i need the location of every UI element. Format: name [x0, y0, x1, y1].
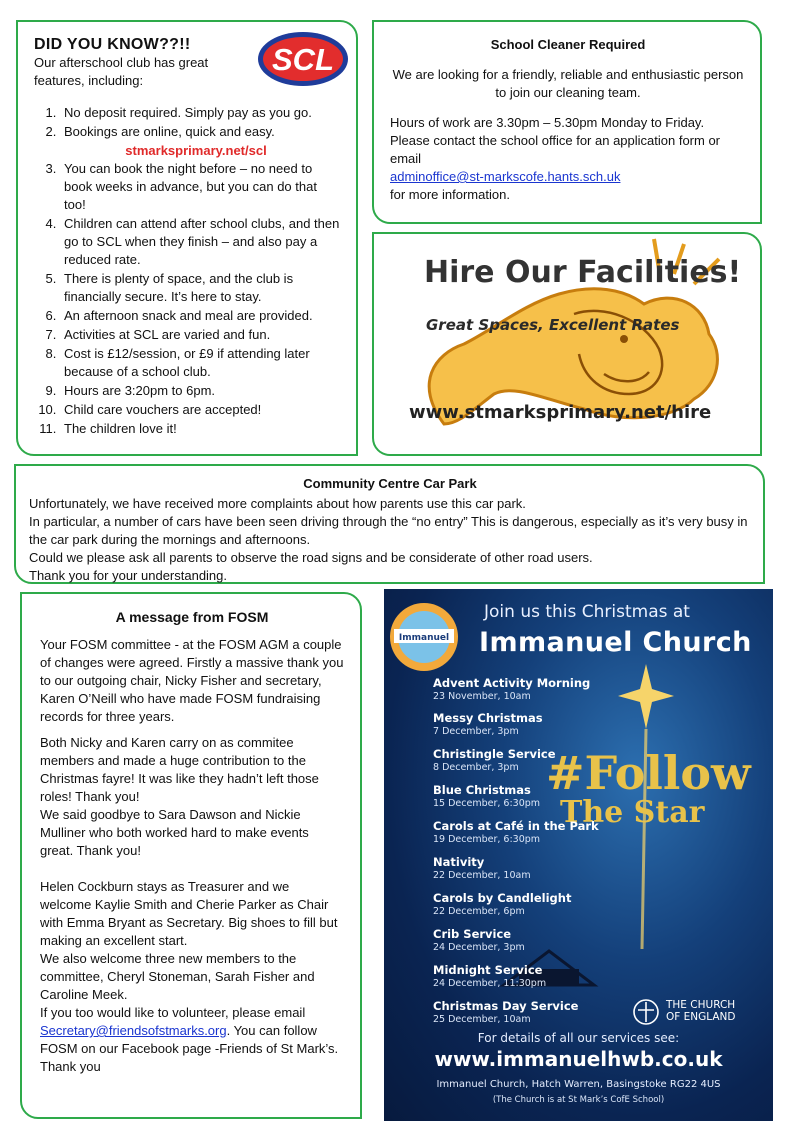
- star-icon: [618, 664, 674, 729]
- poster-church: Immanuel Church: [479, 627, 752, 658]
- list-item: 3. You can book the night before – no need to book weeks in advance, but you can do that too!: [60, 160, 342, 214]
- carpark-heading: Community Centre Car Park: [303, 476, 477, 491]
- hire-tagline: Great Spaces, Excellent Rates: [426, 316, 680, 334]
- scl-logo: [256, 30, 350, 88]
- event-item: Midnight Service 24 December, 11:30pm: [433, 963, 547, 989]
- list-item: 7. Activities at SCL are varied and fun.: [60, 326, 342, 344]
- fosm-follow-text: . You can follow FOSM on our Facebook page -Friends of St Mark’s. Thank you: [40, 1023, 339, 1074]
- event-item: Christingle Service 8 December, 3pm: [433, 747, 556, 773]
- hire-url[interactable]: www.stmarksprimary.net/hire: [409, 402, 712, 423]
- carpark-line: Thank you for your understanding.: [29, 568, 228, 583]
- fosm-paragraph: Your FOSM committee - at the FOSM AGM a couple of changes were agreed. Firstly a massive thank you to our outgoing chair, Nicky Fisher and secretary, Karen O’Neill who have made FOSM fundraising records for three years.: [40, 637, 344, 724]
- scl-intro: Our afterschool club has great features, including:: [34, 55, 209, 88]
- fosm-paragraph: Helen Cockburn stays as Treasurer and we welcome Kaylie Smith and Cherie Parker as Chair with Emma Bryant as Secretary. Big shoes to fill but making an excellent start.: [40, 879, 338, 948]
- cleaner-email-link[interactable]: adminoffice@st-markscofe.hants.sch.uk: [390, 169, 621, 184]
- christmas-poster: [384, 589, 773, 1121]
- svg-text:Immanuel: Immanuel: [398, 633, 450, 643]
- fosm-volunteer-text: If you too would like to volunteer, please email: [40, 1005, 306, 1020]
- poster-note: (The Church is at St Mark’s CofE School): [492, 1095, 665, 1105]
- event-item: Messy Christmas 7 December, 3pm: [433, 711, 543, 737]
- list-item: 2. Bookings are online, quick and easy.: [60, 123, 342, 141]
- scl-panel: [16, 20, 358, 456]
- list-item: 11. The children love it!: [60, 420, 342, 438]
- poster-website[interactable]: www.immanuelhwb.co.uk: [434, 1047, 723, 1071]
- scl-feature-list: [34, 104, 342, 438]
- carpark-line: Could we please ask all parents to observe the road signs and be considerate of other road users.: [29, 550, 593, 565]
- poster-address: Immanuel Church, Hatch Warren, Basingstoke RG22 4US: [436, 1079, 721, 1090]
- cleaner-intro: We are looking for a friendly, reliable and enthusiastic person to join our cleaning team.: [392, 67, 744, 100]
- event-item: Crib Service 24 December, 3pm: [433, 927, 525, 953]
- event-item: Advent Activity Morning 23 November, 10am: [433, 676, 591, 702]
- event-item: Nativity 22 December, 10am: [433, 855, 531, 881]
- carpark-panel: [14, 464, 765, 584]
- scl-link[interactable]: stmarksprimary.net/scl: [125, 143, 267, 158]
- list-item: 5. There is plenty of space, and the club is financially secure. It’s here to stay.: [60, 270, 342, 306]
- event-item: Carols at Café in the Park 19 December, 6:30pm: [433, 819, 599, 845]
- fosm-email-link[interactable]: Secretary@friendsofstmarks.org: [40, 1023, 227, 1038]
- hire-title: Hire Our Facilities!: [424, 255, 742, 290]
- list-item: 1. No deposit required. Simply pay as you go.: [60, 104, 342, 122]
- poster-hashtag: #Follow The Star: [546, 746, 751, 830]
- svg-text:SCL: SCL: [272, 42, 334, 77]
- scl-title: DID YOU KNOW??!!: [34, 36, 191, 53]
- carpark-line: Unfortunately, we have received more complaints about how parents use this car park.: [29, 496, 526, 511]
- poster-join: Join us this Christmas at: [484, 602, 690, 622]
- fosm-paragraph: Both Nicky and Karen carry on as commitee members and made a huge contribution to the Christmas fayre! It was like they hadn’t left those roles! Thank you!: [40, 735, 319, 804]
- list-item: 4. Children can attend after school clubs, and then go to SCL when they finish – and also pay a reduced rate.: [60, 215, 342, 269]
- fosm-paragraph: We said goodbye to Sara Dawson and Nickie Mulliner who both worked hard to make events great. Thank you!: [40, 807, 309, 858]
- hire-panel: [372, 232, 762, 456]
- coe-logo-icon: [634, 1000, 658, 1024]
- carpark-line: In particular, a number of cars have been seen driving through the “no entry” This is dangerous, especially as it’s very busy in the car park during the mornings and afternoons.: [29, 514, 748, 547]
- poster-details: For details of all our services see:: [477, 1031, 680, 1045]
- cleaner-outro: for more information.: [390, 187, 510, 202]
- list-item: 6. An afternoon snack and meal are provided.: [60, 307, 342, 325]
- coe-text: THE CHURCH OF ENGLAND: [666, 999, 736, 1023]
- cleaner-body: Hours of work are 3.30pm – 5.30pm Monday to Friday. Please contact the school office for an application form or email: [390, 115, 721, 166]
- cleaner-heading: School Cleaner Required: [490, 37, 646, 52]
- event-item: Blue Christmas 15 December, 6:30pm: [433, 783, 541, 809]
- fosm-heading: A message from FOSM: [115, 609, 269, 625]
- hire-graphic: [374, 234, 760, 454]
- cleaner-panel: [372, 20, 762, 224]
- event-item: Carols by Candlelight 22 December, 6pm: [433, 891, 572, 917]
- fosm-paragraph: We also welcome three new members to the committee, Cheryl Stoneman, Sarah Fisher and Caroline Meek.: [40, 951, 315, 1002]
- list-item: 10. Child care vouchers are accepted!: [60, 401, 342, 419]
- fosm-panel: [20, 592, 362, 1119]
- event-item: Christmas Day Service 25 December, 10am: [433, 999, 579, 1025]
- fosm-paragraph: [40, 1004, 344, 1076]
- list-item: 9. Hours are 3:20pm to 6pm.: [60, 382, 342, 400]
- list-item: 8. Cost is £12/session, or £9 if attending later because of a school club.: [60, 345, 342, 381]
